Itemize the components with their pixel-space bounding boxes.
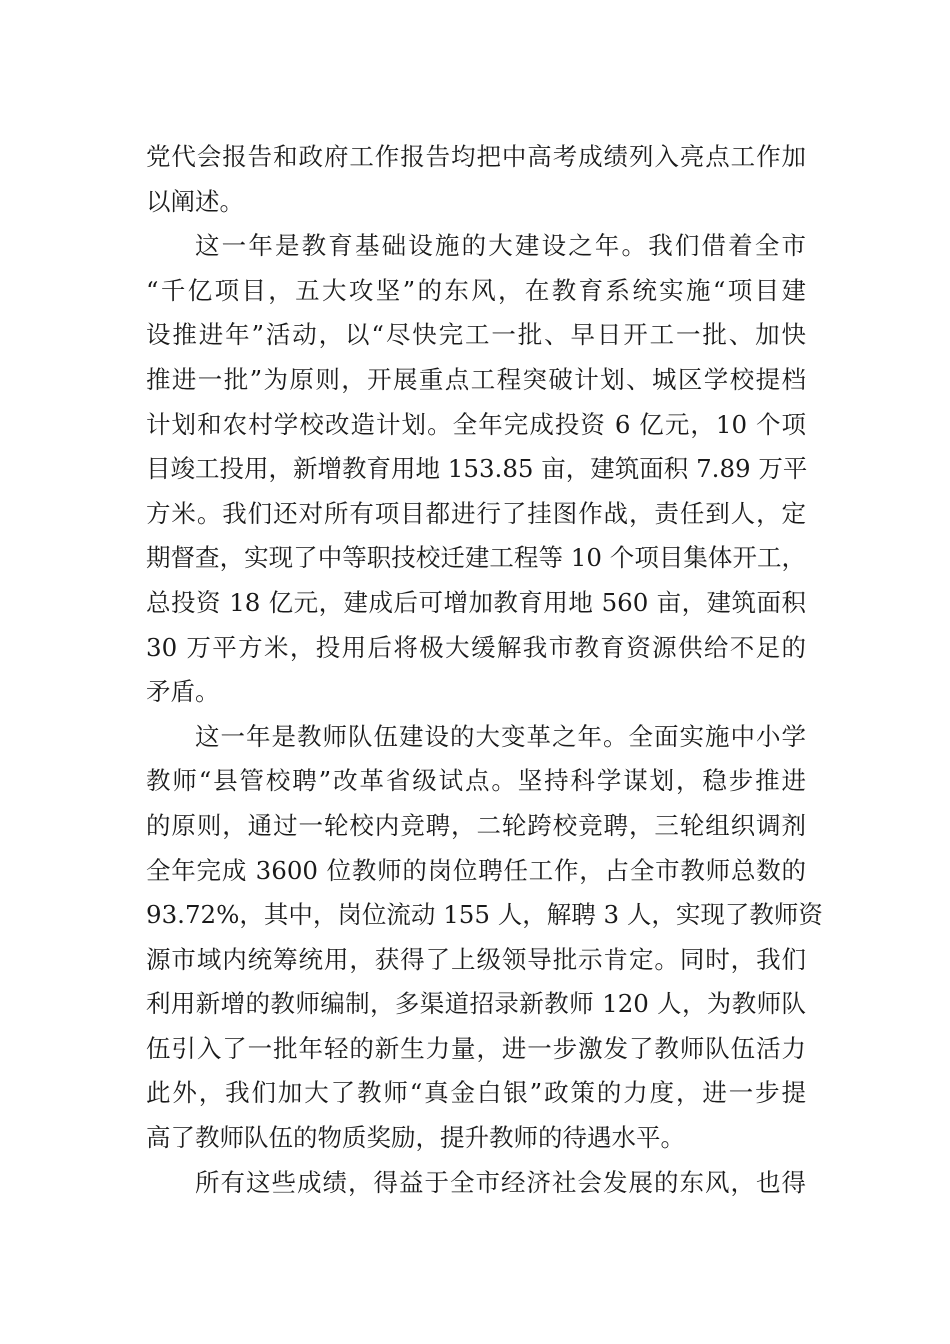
text-line: 的原则，通过一轮校内竞聘，二轮跨校竞聘，三轮组织调剂 <box>146 810 806 840</box>
text-line: 以阐述。 <box>146 186 244 216</box>
text-line: 方米。我们还对所有项目都进行了挂图作战，责任到人，定 <box>146 498 806 528</box>
text-line: 此外，我们加大了教师“真金白银”政策的力度，进一步提 <box>146 1078 806 1108</box>
text-line: 教师“县管校聘”改革省级试点。坚持科学谋划，稳步推进 <box>146 766 806 796</box>
text-line: 期督查，实现了中等职技校迁建工程等 10 个项目集体开工， <box>146 543 806 573</box>
text-line: 93.72%，其中，岗位流动 155 人，解聘 3 人，实现了教师资 <box>146 900 823 930</box>
text-line: 源市域内统筹统用，获得了上级领导批示肯定。同时，我们 <box>146 944 806 974</box>
text-line: 推进一批”为原则，开展重点工程突破计划、城区学校提档 <box>146 364 806 394</box>
text-line: 设推进年”活动，以“尽快完工一批、早日开工一批、加快 <box>146 320 806 350</box>
paragraph-first-line: 这一年是教育基础设施的大建设之年。我们借着全市 <box>195 231 806 261</box>
text-line: 总投资 18 亿元，建成后可增加教育用地 560 亩，建筑面积 <box>146 587 806 617</box>
text-line: 计划和农村学校改造计划。全年完成投资 6 亿元，10 个项 <box>146 409 806 439</box>
text-line: 全年完成 3600 位教师的岗位聘任工作，占全市教师总数的 <box>146 855 806 885</box>
text-line: 30 万平方米，投用后将极大缓解我市教育资源供给不足的 <box>146 632 806 662</box>
text-line: 高了教师队伍的物质奖励，提升教师的待遇水平。 <box>146 1123 685 1153</box>
text-line: 伍引入了一批年轻的新生力量，进一步激发了教师队伍活力 <box>146 1033 806 1063</box>
body-text <box>146 135 823 1205</box>
text-line: 党代会报告和政府工作报告均把中高考成绩列入亮点工作加 <box>146 142 806 171</box>
paragraph-first-line: 这一年是教师队伍建设的大变革之年。全面实施中小学 <box>195 721 806 751</box>
text-line: “千亿项目，五大攻坚”的东风，在教育系统实施“项目建 <box>146 275 806 305</box>
text-line: 矛盾。 <box>146 677 220 707</box>
text-line: 利用新增的教师编制，多渠道招录新教师 120 人，为教师队 <box>146 989 806 1019</box>
paragraph-first-line: 所有这些成绩，得益于全市经济社会发展的东风，也得 <box>195 1167 806 1197</box>
text-line: 目竣工投用，新增教育用地 153.85 亩，建筑面积 7.89 万平 <box>146 454 808 484</box>
